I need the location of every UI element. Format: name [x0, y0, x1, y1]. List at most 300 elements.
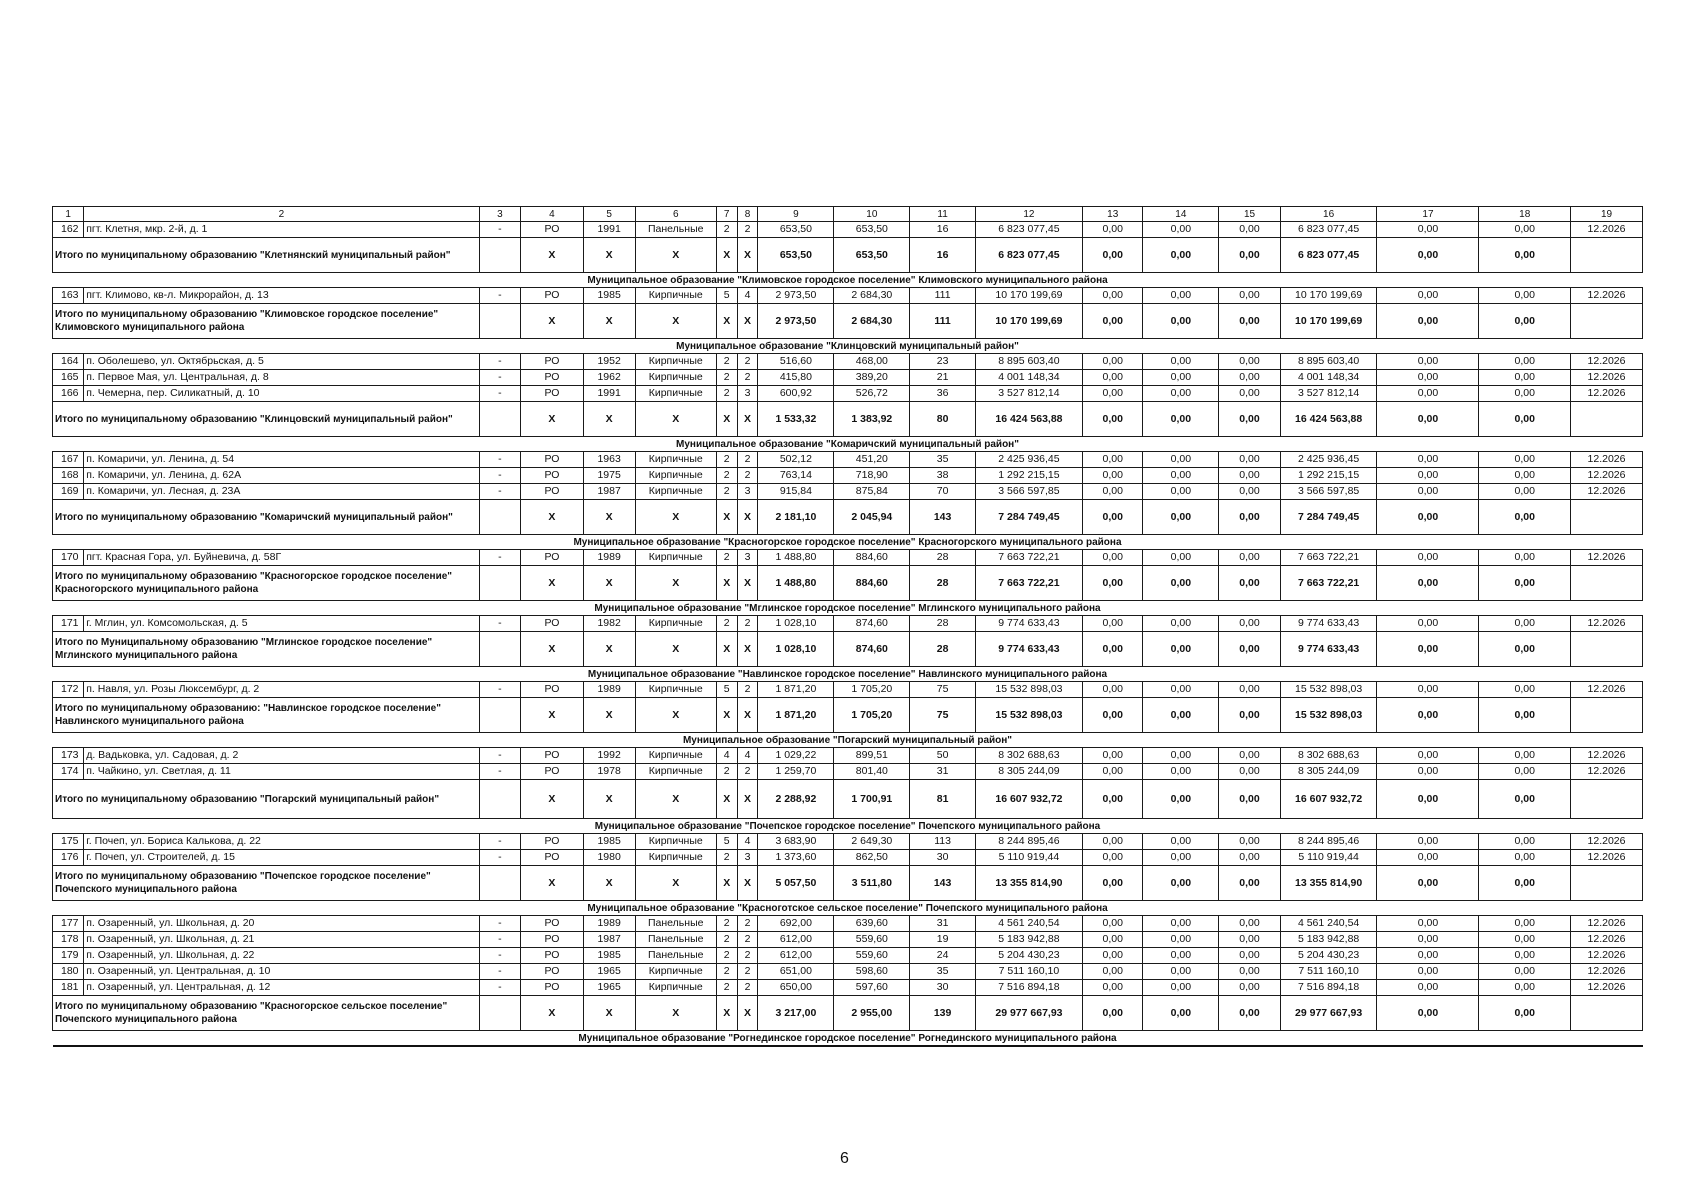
cell-col-17: 0,00 [1377, 550, 1479, 566]
cell-wall-material: Кирпичные [635, 850, 716, 866]
column-number-7: 7 [716, 207, 737, 222]
cell-living-area: 2 649,30 [834, 834, 910, 850]
cell-col-3: - [479, 354, 521, 370]
cell-fund-local: 0,00 [1219, 354, 1280, 370]
cell-row-number: 167 [53, 452, 84, 468]
column-number-5: 5 [583, 207, 635, 222]
total-cell: X [737, 304, 758, 339]
total-cell: X [716, 996, 737, 1031]
column-number-16: 16 [1280, 207, 1377, 222]
cell-ownership-form: РО [521, 980, 583, 996]
total-cell [1571, 402, 1643, 437]
cell-row-number: 168 [53, 468, 84, 484]
column-number-17: 17 [1377, 207, 1479, 222]
cell-residents: 30 [910, 980, 976, 996]
cell-col-3: - [479, 948, 521, 964]
cell-commissioning-year: 1965 [583, 964, 635, 980]
cell-row-number: 163 [53, 288, 84, 304]
total-cell: 2 288,92 [758, 780, 834, 819]
cell-col-17: 0,00 [1377, 682, 1479, 698]
total-cell: 2 045,94 [834, 500, 910, 535]
cell-fund-regional: 0,00 [1143, 948, 1219, 964]
cell-completion-date: 12.2026 [1571, 764, 1643, 780]
cell-completion-date: 12.2026 [1571, 484, 1643, 500]
cell-address: п. Озаренный, ул. Школьная, д. 22 [84, 948, 479, 964]
cell-fund-federal: 0,00 [1083, 452, 1143, 468]
cell-fund-federal: 0,00 [1083, 948, 1143, 964]
table-row [53, 834, 1643, 850]
column-number-13: 13 [1083, 207, 1143, 222]
table-row [53, 354, 1643, 370]
cell-fund-local: 0,00 [1219, 452, 1280, 468]
cell-living-area: 598,60 [834, 964, 910, 980]
section-heading: Муниципальное образование "Погарский муниципальный район" [53, 733, 1643, 748]
total-cell: 16 607 932,72 [975, 780, 1082, 819]
cell-entrances: 2 [737, 468, 758, 484]
total-cell: 0,00 [1143, 566, 1219, 601]
total-cell: 0,00 [1479, 780, 1571, 819]
cell-fund-regional: 0,00 [1143, 370, 1219, 386]
total-cell: 0,00 [1143, 780, 1219, 819]
cell-fund-owners: 7 511 160,10 [1280, 964, 1377, 980]
total-cell: X [583, 238, 635, 273]
table-body [53, 207, 1643, 1047]
total-cell: 10 170 199,69 [975, 304, 1082, 339]
cell-col-17: 0,00 [1377, 980, 1479, 996]
total-cell: 0,00 [1479, 238, 1571, 273]
total-cell [479, 238, 521, 273]
total-cell: X [583, 780, 635, 819]
section-heading: Муниципальное образование "Клинцовский муниципальный район" [53, 339, 1643, 354]
total-cell: 0,00 [1143, 866, 1219, 901]
total-cell: 0,00 [1143, 500, 1219, 535]
cell-ownership-form: РО [521, 932, 583, 948]
cell-address: д. Вадьковка, ул. Садовая, д. 2 [84, 748, 479, 764]
cell-col-17: 0,00 [1377, 850, 1479, 866]
total-cell: 0,00 [1143, 304, 1219, 339]
cell-total-area: 3 683,90 [758, 834, 834, 850]
cell-residents: 31 [910, 764, 976, 780]
section-heading-row [53, 733, 1643, 748]
cell-living-area: 559,60 [834, 948, 910, 964]
total-cell: 139 [910, 996, 976, 1031]
section-heading: Муниципальное образование "Рогнединское городское поселение" Рогнединского муниципального района [53, 1031, 1643, 1047]
cell-col-17: 0,00 [1377, 370, 1479, 386]
cell-floors: 2 [716, 222, 737, 238]
column-number-10: 10 [834, 207, 910, 222]
total-label: Итого по муниципальному образованию "Клетнянский муниципальный район" [53, 238, 480, 273]
total-row [53, 500, 1643, 535]
cell-commissioning-year: 1982 [583, 616, 635, 632]
total-cell: 0,00 [1143, 402, 1219, 437]
total-cell [479, 304, 521, 339]
cell-fund-regional: 0,00 [1143, 452, 1219, 468]
cell-total-area: 612,00 [758, 948, 834, 964]
total-cell: 0,00 [1219, 238, 1280, 273]
section-heading-row [53, 339, 1643, 354]
cell-fund-owners: 6 823 077,45 [1280, 222, 1377, 238]
cell-row-number: 171 [53, 616, 84, 632]
cell-floors: 2 [716, 948, 737, 964]
cell-commissioning-year: 1978 [583, 764, 635, 780]
cell-floors: 2 [716, 980, 737, 996]
cell-fund-regional: 0,00 [1143, 386, 1219, 402]
cell-fund-federal: 0,00 [1083, 468, 1143, 484]
cell-entrances: 2 [737, 948, 758, 964]
cell-residents: 16 [910, 222, 976, 238]
cell-living-area: 2 684,30 [834, 288, 910, 304]
cell-fund-federal: 0,00 [1083, 354, 1143, 370]
cell-fund-local: 0,00 [1219, 948, 1280, 964]
cell-fund-regional: 0,00 [1143, 550, 1219, 566]
cell-col-18: 0,00 [1479, 354, 1571, 370]
total-cell: 3 217,00 [758, 996, 834, 1031]
total-row [53, 996, 1643, 1031]
total-cell: 653,50 [834, 238, 910, 273]
cell-floors: 4 [716, 748, 737, 764]
total-cell: 16 424 563,88 [975, 402, 1082, 437]
total-cell [479, 500, 521, 535]
total-cell: 16 607 932,72 [1280, 780, 1377, 819]
cell-fund-owners: 5 183 942,88 [1280, 932, 1377, 948]
cell-floors: 2 [716, 916, 737, 932]
total-cell: 0,00 [1479, 632, 1571, 667]
cell-row-number: 172 [53, 682, 84, 698]
total-cell: X [521, 996, 583, 1031]
total-cell: 0,00 [1083, 500, 1143, 535]
table-row [53, 764, 1643, 780]
total-cell: X [716, 698, 737, 733]
housing-register-table [52, 206, 1643, 1047]
cell-fund-local: 0,00 [1219, 468, 1280, 484]
cell-residents: 35 [910, 452, 976, 468]
cell-row-number: 170 [53, 550, 84, 566]
total-cell: 0,00 [1479, 304, 1571, 339]
cell-row-number: 179 [53, 948, 84, 964]
cell-ownership-form: РО [521, 616, 583, 632]
total-cell: X [716, 500, 737, 535]
cell-total-area: 692,00 [758, 916, 834, 932]
total-cell: 6 823 077,45 [1280, 238, 1377, 273]
cell-completion-date: 12.2026 [1571, 452, 1643, 468]
column-number-19: 19 [1571, 207, 1643, 222]
total-cell: X [716, 238, 737, 273]
total-cell: 2 181,10 [758, 500, 834, 535]
cell-entrances: 2 [737, 452, 758, 468]
cell-col-17: 0,00 [1377, 916, 1479, 932]
cell-col-18: 0,00 [1479, 764, 1571, 780]
cell-ownership-form: РО [521, 222, 583, 238]
cell-total-area: 1 871,20 [758, 682, 834, 698]
total-cell: 3 511,80 [834, 866, 910, 901]
total-cell: 1 700,91 [834, 780, 910, 819]
cell-living-area: 884,60 [834, 550, 910, 566]
total-cell: 0,00 [1479, 866, 1571, 901]
table-row [53, 370, 1643, 386]
cell-col-18: 0,00 [1479, 550, 1571, 566]
cell-col-3: - [479, 748, 521, 764]
cell-fund-local: 0,00 [1219, 916, 1280, 932]
section-heading-row [53, 819, 1643, 834]
cell-commissioning-year: 1962 [583, 370, 635, 386]
cell-completion-date: 12.2026 [1571, 980, 1643, 996]
cell-fund-regional: 0,00 [1143, 916, 1219, 932]
total-cell: X [635, 566, 716, 601]
cell-entrances: 2 [737, 932, 758, 948]
total-cell: X [716, 780, 737, 819]
page-number: 6 [840, 1150, 849, 1167]
cell-total-cost: 10 170 199,69 [975, 288, 1082, 304]
cell-col-18: 0,00 [1479, 484, 1571, 500]
total-cell: X [635, 500, 716, 535]
cell-wall-material: Кирпичные [635, 468, 716, 484]
cell-address: п. Оболешево, ул. Октябрьская, д. 5 [84, 354, 479, 370]
cell-total-area: 1 488,80 [758, 550, 834, 566]
cell-row-number: 173 [53, 748, 84, 764]
total-cell: 16 [910, 238, 976, 273]
table-header-row [53, 207, 1643, 222]
total-cell: 7 663 722,21 [975, 566, 1082, 601]
cell-col-17: 0,00 [1377, 222, 1479, 238]
section-heading-row [53, 601, 1643, 616]
total-cell: 0,00 [1377, 632, 1479, 667]
total-cell [479, 866, 521, 901]
total-cell: 1 705,20 [834, 698, 910, 733]
cell-fund-regional: 0,00 [1143, 222, 1219, 238]
total-cell: X [737, 238, 758, 273]
total-cell: X [521, 698, 583, 733]
total-cell [1571, 866, 1643, 901]
cell-col-17: 0,00 [1377, 748, 1479, 764]
total-cell: X [635, 780, 716, 819]
table-row [53, 550, 1643, 566]
cell-col-18: 0,00 [1479, 222, 1571, 238]
cell-ownership-form: РО [521, 386, 583, 402]
total-cell: 2 973,50 [758, 304, 834, 339]
total-cell: 2 684,30 [834, 304, 910, 339]
cell-commissioning-year: 1985 [583, 834, 635, 850]
total-cell: X [635, 304, 716, 339]
total-label: Итого по муниципальному образованию "Красногорское сельское поселение" Почепского муниципального района [53, 996, 480, 1031]
cell-wall-material: Кирпичные [635, 452, 716, 468]
cell-total-area: 600,92 [758, 386, 834, 402]
column-number-8: 8 [737, 207, 758, 222]
total-cell: X [737, 566, 758, 601]
total-row [53, 304, 1643, 339]
cell-col-18: 0,00 [1479, 468, 1571, 484]
cell-total-cost: 5 183 942,88 [975, 932, 1082, 948]
total-cell: 0,00 [1083, 238, 1143, 273]
cell-completion-date: 12.2026 [1571, 916, 1643, 932]
cell-address: п. Озаренный, ул. Школьная, д. 21 [84, 932, 479, 948]
cell-fund-regional: 0,00 [1143, 682, 1219, 698]
total-cell: X [716, 402, 737, 437]
cell-floors: 2 [716, 386, 737, 402]
cell-fund-owners: 2 425 936,45 [1280, 452, 1377, 468]
total-cell: X [716, 566, 737, 601]
total-cell [479, 566, 521, 601]
cell-ownership-form: РО [521, 948, 583, 964]
total-cell: 0,00 [1219, 698, 1280, 733]
column-number-11: 11 [910, 207, 976, 222]
cell-completion-date: 12.2026 [1571, 354, 1643, 370]
cell-commissioning-year: 1985 [583, 948, 635, 964]
cell-address: пгт. Клетня, мкр. 2-й, д. 1 [84, 222, 479, 238]
cell-total-cost: 7 511 160,10 [975, 964, 1082, 980]
cell-fund-federal: 0,00 [1083, 550, 1143, 566]
cell-wall-material: Кирпичные [635, 288, 716, 304]
cell-fund-regional: 0,00 [1143, 980, 1219, 996]
cell-total-area: 415,80 [758, 370, 834, 386]
cell-col-17: 0,00 [1377, 932, 1479, 948]
total-row [53, 238, 1643, 273]
cell-address: п. Озаренный, ул. Школьная, д. 20 [84, 916, 479, 932]
cell-fund-regional: 0,00 [1143, 964, 1219, 980]
column-number-3: 3 [479, 207, 521, 222]
total-cell: 0,00 [1479, 996, 1571, 1031]
cell-living-area: 468,00 [834, 354, 910, 370]
cell-living-area: 718,90 [834, 468, 910, 484]
cell-residents: 50 [910, 748, 976, 764]
cell-wall-material: Кирпичные [635, 682, 716, 698]
total-cell: 0,00 [1377, 566, 1479, 601]
cell-living-area: 1 705,20 [834, 682, 910, 698]
cell-col-3: - [479, 288, 521, 304]
cell-row-number: 176 [53, 850, 84, 866]
cell-fund-local: 0,00 [1219, 288, 1280, 304]
total-row [53, 632, 1643, 667]
table-row [53, 948, 1643, 964]
cell-col-18: 0,00 [1479, 964, 1571, 980]
cell-wall-material: Панельные [635, 916, 716, 932]
section-heading-row [53, 667, 1643, 682]
cell-wall-material: Кирпичные [635, 616, 716, 632]
cell-entrances: 3 [737, 484, 758, 500]
cell-total-cost: 3 527 812,14 [975, 386, 1082, 402]
total-cell: X [737, 698, 758, 733]
section-heading: Муниципальное образование "Навлинское городское поселение" Навлинского муниципального района [53, 667, 1643, 682]
cell-col-3: - [479, 468, 521, 484]
total-cell: 0,00 [1219, 304, 1280, 339]
cell-fund-federal: 0,00 [1083, 932, 1143, 948]
cell-completion-date: 12.2026 [1571, 834, 1643, 850]
cell-total-area: 650,00 [758, 980, 834, 996]
cell-fund-federal: 0,00 [1083, 834, 1143, 850]
cell-fund-regional: 0,00 [1143, 834, 1219, 850]
cell-fund-owners: 8 895 603,40 [1280, 354, 1377, 370]
cell-living-area: 874,60 [834, 616, 910, 632]
section-heading: Муниципальное образование "Климовское городское поселение" Климовского муниципального района [53, 273, 1643, 288]
total-cell: 0,00 [1083, 402, 1143, 437]
cell-col-3: - [479, 484, 521, 500]
table-row [53, 682, 1643, 698]
cell-residents: 23 [910, 354, 976, 370]
cell-fund-federal: 0,00 [1083, 748, 1143, 764]
cell-fund-owners: 9 774 633,43 [1280, 616, 1377, 632]
total-label: Итого по муниципальному образованию "Климовское городское поселение" Климовского муниципального района [53, 304, 480, 339]
cell-residents: 24 [910, 948, 976, 964]
cell-col-17: 0,00 [1377, 764, 1479, 780]
total-cell: X [737, 996, 758, 1031]
cell-entrances: 4 [737, 288, 758, 304]
total-cell: 13 355 814,90 [975, 866, 1082, 901]
total-label: Итого по муниципальному образованию "Почепское городское поселение" Почепского муниципального района [53, 866, 480, 901]
cell-entrances: 4 [737, 748, 758, 764]
section-heading-row [53, 901, 1643, 916]
cell-floors: 2 [716, 764, 737, 780]
cell-row-number: 164 [53, 354, 84, 370]
total-cell: X [583, 304, 635, 339]
cell-floors: 5 [716, 288, 737, 304]
cell-fund-local: 0,00 [1219, 834, 1280, 850]
total-cell: 0,00 [1377, 304, 1479, 339]
cell-fund-owners: 4 561 240,54 [1280, 916, 1377, 932]
cell-commissioning-year: 1991 [583, 222, 635, 238]
cell-floors: 5 [716, 834, 737, 850]
cell-fund-local: 0,00 [1219, 748, 1280, 764]
cell-col-18: 0,00 [1479, 948, 1571, 964]
cell-commissioning-year: 1989 [583, 916, 635, 932]
cell-wall-material: Кирпичные [635, 964, 716, 980]
cell-row-number: 180 [53, 964, 84, 980]
cell-completion-date: 12.2026 [1571, 748, 1643, 764]
cell-total-area: 1 259,70 [758, 764, 834, 780]
cell-fund-regional: 0,00 [1143, 932, 1219, 948]
cell-floors: 2 [716, 468, 737, 484]
section-heading-row [53, 273, 1643, 288]
cell-ownership-form: РО [521, 468, 583, 484]
cell-total-cost: 8 244 895,46 [975, 834, 1082, 850]
cell-wall-material: Панельные [635, 222, 716, 238]
cell-col-3: - [479, 850, 521, 866]
cell-total-area: 653,50 [758, 222, 834, 238]
table-row [53, 980, 1643, 996]
cell-col-18: 0,00 [1479, 452, 1571, 468]
cell-row-number: 166 [53, 386, 84, 402]
cell-address: г. Мглин, ул. Комсомольская, д. 5 [84, 616, 479, 632]
cell-row-number: 162 [53, 222, 84, 238]
cell-floors: 5 [716, 682, 737, 698]
cell-residents: 70 [910, 484, 976, 500]
cell-col-18: 0,00 [1479, 370, 1571, 386]
total-cell: 884,60 [834, 566, 910, 601]
section-heading-row [53, 1031, 1643, 1047]
cell-total-area: 651,00 [758, 964, 834, 980]
cell-total-cost: 15 532 898,03 [975, 682, 1082, 698]
cell-completion-date: 12.2026 [1571, 288, 1643, 304]
cell-residents: 113 [910, 834, 976, 850]
total-cell: 0,00 [1083, 632, 1143, 667]
total-cell: 2 955,00 [834, 996, 910, 1031]
cell-address: п. Первое Мая, ул. Центральная, д. 8 [84, 370, 479, 386]
column-number-18: 18 [1479, 207, 1571, 222]
cell-total-area: 1 028,10 [758, 616, 834, 632]
cell-total-area: 1 029,22 [758, 748, 834, 764]
cell-ownership-form: РО [521, 354, 583, 370]
cell-col-17: 0,00 [1377, 834, 1479, 850]
cell-living-area: 862,50 [834, 850, 910, 866]
cell-address: п. Озаренный, ул. Центральная, д. 12 [84, 980, 479, 996]
total-label: Итого по муниципальному образованию "Красногорское городское поселение" Красногорского муниципального района [53, 566, 480, 601]
cell-total-cost: 8 302 688,63 [975, 748, 1082, 764]
total-cell: 0,00 [1377, 500, 1479, 535]
cell-floors: 2 [716, 850, 737, 866]
cell-ownership-form: РО [521, 452, 583, 468]
cell-living-area: 899,51 [834, 748, 910, 764]
total-cell: X [635, 866, 716, 901]
table-row [53, 964, 1643, 980]
cell-col-17: 0,00 [1377, 616, 1479, 632]
